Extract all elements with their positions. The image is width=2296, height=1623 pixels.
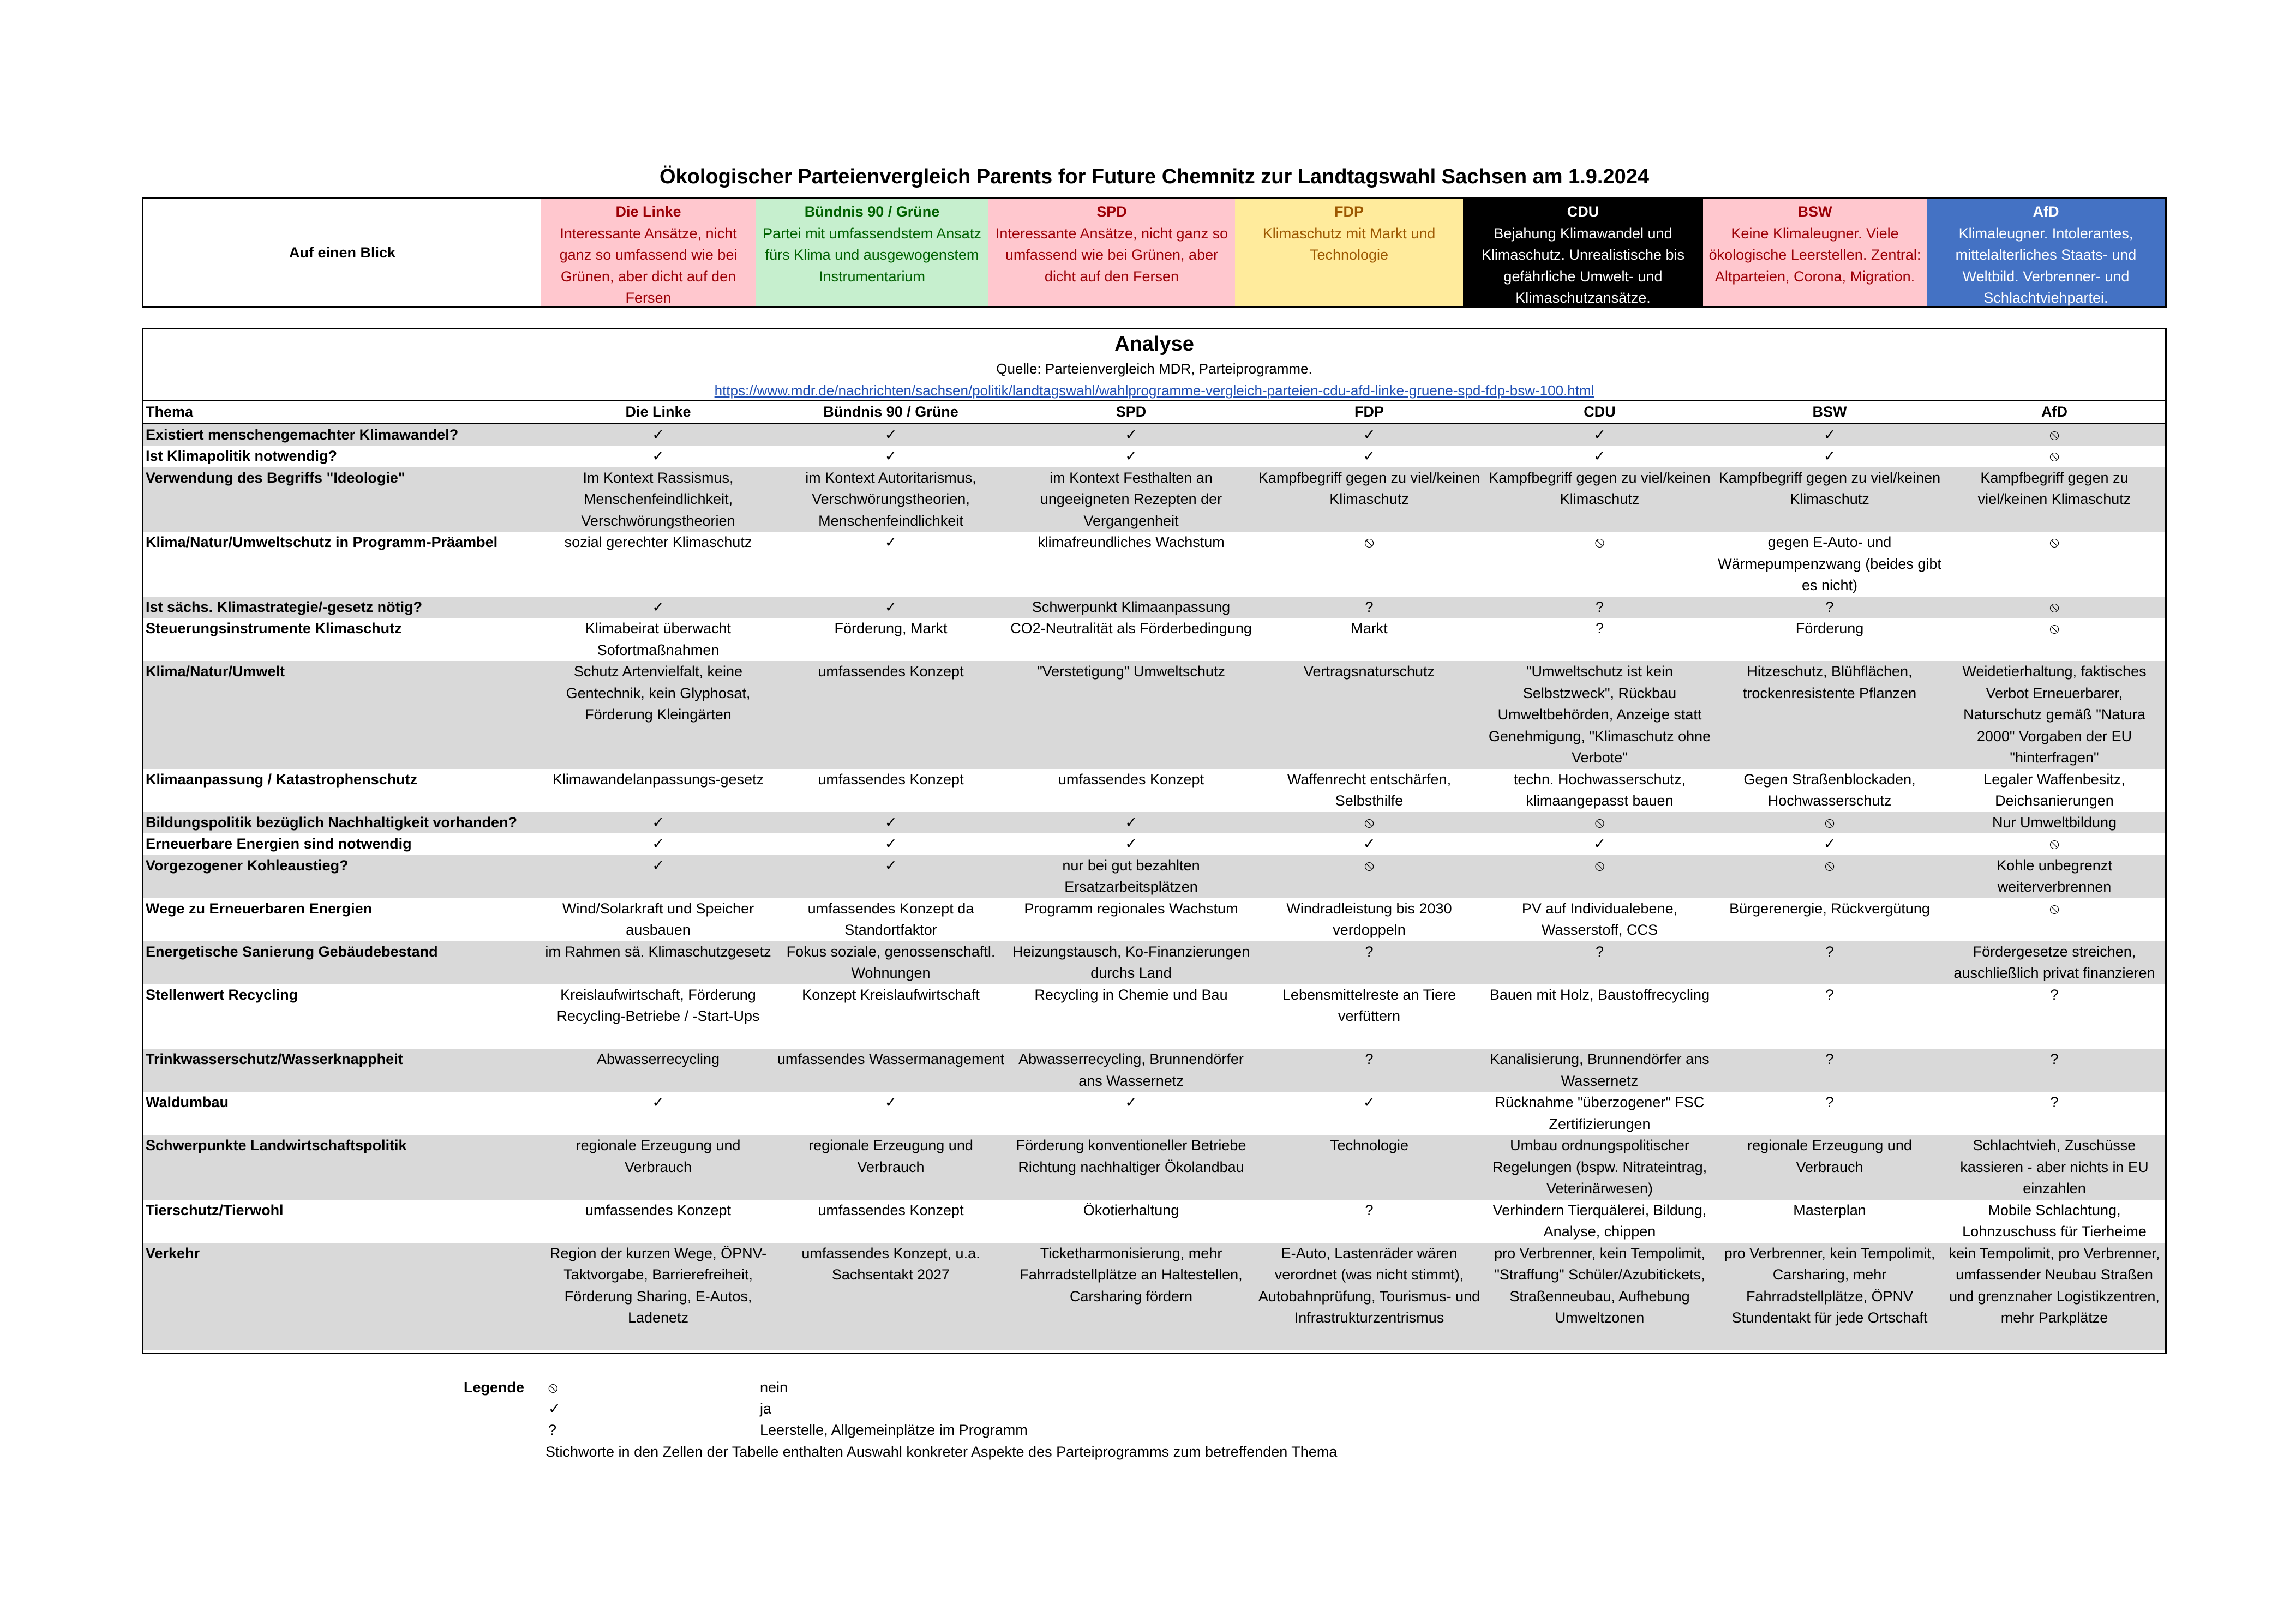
table-cell: Markt bbox=[1351, 620, 1388, 636]
check-icon: ✓ bbox=[774, 812, 1008, 834]
table-cell: Recycling in Chemie und Bau bbox=[1034, 986, 1228, 1003]
table-body bbox=[143, 424, 2165, 1351]
table-cell: sozial gerechter Klimaschutz bbox=[564, 534, 752, 550]
table-row bbox=[143, 446, 2165, 467]
table-cell: Fördergesetze streichen, auschließlich privat finanzieren bbox=[1944, 941, 2165, 984]
table-cell: Lebensmittelreste an Tiere verfüttern bbox=[1282, 986, 1456, 1024]
table-cell: Nur Umweltbildung bbox=[1944, 812, 2165, 834]
table-cell: Förderung konventioneller Betriebe Richtung nachhaltiger Ökolandbau bbox=[1008, 1135, 1255, 1200]
row-topic: Ist sächs. Klimastrategie/-gesetz nötig? bbox=[143, 597, 542, 618]
check-icon: ✓ bbox=[1363, 835, 1376, 852]
table-cell: ? bbox=[1595, 620, 1604, 636]
table-cell: umfassendes Wassermanagement bbox=[774, 1049, 1008, 1092]
table-row bbox=[143, 984, 2165, 1049]
no-icon: ⦸ bbox=[1364, 534, 1374, 551]
table-cell: Region der kurzen Wege, ÖPNV-Taktvorgabe, Barrierefreiheit, Förderung Sharing, E-Autos, Ladenetz bbox=[542, 1243, 774, 1351]
summary-party-name: AfD bbox=[2033, 203, 2059, 220]
table-row bbox=[143, 855, 2165, 898]
table-row bbox=[143, 597, 2165, 618]
summary-party-cell bbox=[988, 199, 1235, 306]
check-icon: ✓ bbox=[774, 597, 1008, 618]
check-icon: ✓ bbox=[652, 835, 664, 852]
legend-label: Legende bbox=[464, 1379, 525, 1396]
check-icon: ✓ bbox=[884, 534, 897, 551]
table-cell: Ticketharmonisierung, mehr Fahrradstellplätze an Haltestellen, Carsharing fördern bbox=[1008, 1243, 1255, 1351]
no-icon: ⦸ bbox=[1484, 812, 1716, 834]
check-icon: ✓ bbox=[652, 448, 664, 465]
table-cell: Abwasserrecycling, Brunnendörfer ans Wassernetz bbox=[1008, 1049, 1255, 1092]
table-cell: PV auf Individualebene, Wasserstoff, CCS bbox=[1521, 900, 1678, 938]
table-cell: "Verstetigung" Umweltschutz bbox=[1008, 661, 1255, 769]
row-topic: Verkehr bbox=[143, 1243, 542, 1351]
comparison-table bbox=[143, 400, 2165, 1350]
summary-party-name: SPD bbox=[1096, 203, 1127, 220]
row-topic: Wege zu Erneuerbaren Energien bbox=[146, 900, 373, 917]
column-header-party: CDU bbox=[1484, 401, 1716, 424]
summary-party-cell bbox=[1235, 199, 1463, 306]
table-cell: im Kontext Autoritarismus, Verschwörungstheorien, Menschenfeindlichkeit bbox=[774, 467, 1008, 532]
check-icon: ✓ bbox=[652, 1094, 664, 1111]
row-topic: Verwendung des Begriffs "Ideologie" bbox=[143, 467, 542, 532]
table-row bbox=[143, 1243, 2165, 1351]
table-cell: ? bbox=[1825, 986, 1834, 1003]
summary-party-text: Keine Klimaleugner. Viele ökologische Leerstellen. Zentral: Altparteien, Corona, Migration. bbox=[1708, 225, 1921, 285]
summary-party-name: FDP bbox=[1334, 203, 1364, 220]
table-cell: pro Verbrenner, kein Tempolimit, Carsharing, mehr Fahrradstellplätze, ÖPNV Stundentakt für jede Ortschaft bbox=[1716, 1243, 1944, 1351]
table-cell: Bürgerenergie, Rückvergütung bbox=[1729, 900, 1930, 917]
no-icon: ⦸ bbox=[2049, 835, 2059, 852]
table-row bbox=[143, 1135, 2165, 1200]
table-cell: ? bbox=[1716, 597, 1944, 618]
table-cell: Waffenrecht entschärfen, Selbsthilfe bbox=[1287, 771, 1452, 809]
check-icon: ✓ bbox=[1823, 835, 1836, 852]
check-icon: ✓ bbox=[542, 597, 774, 618]
table-row bbox=[143, 769, 2165, 812]
table-cell: Kampfbegriff gegen zu viel/keinen Klimaschutz bbox=[1255, 467, 1484, 532]
table-cell: E-Auto, Lastenräder wären verordnet (was nicht stimmt), Autobahnprüfung, Tourismus- und Infrastrukturzentrismus bbox=[1255, 1243, 1484, 1351]
table-cell: ? bbox=[1365, 1201, 1374, 1218]
table-cell: Konzept Kreislaufwirtschaft bbox=[802, 986, 980, 1003]
summary-party-name: Die Linke bbox=[615, 203, 681, 220]
row-topic: Energetische Sanierung Gebäudebestand bbox=[143, 941, 542, 984]
summary-party-cell bbox=[1927, 199, 2165, 306]
check-icon: ✓ bbox=[774, 855, 1008, 898]
page-title: Ökologischer Parteienvergleich Parents for Future Chemnitz zur Landtagswahl Sachsen am 1.9.2024 bbox=[659, 165, 1650, 188]
summary-party-name: Bündnis 90 / Grüne bbox=[804, 203, 940, 220]
summary-party-cell bbox=[1703, 199, 1927, 306]
table-cell: Umbau ordnungspolitischer Regelungen (bspw. Nitrateintrag, Veterinärwesen) bbox=[1484, 1135, 1716, 1200]
summary-party-cell bbox=[1463, 199, 1703, 306]
table-cell: Heizungstausch, Ko-Finanzierungen durchs Land bbox=[1008, 941, 1255, 984]
row-topic: Waldumbau bbox=[146, 1094, 229, 1110]
table-cell: ? bbox=[1255, 1049, 1484, 1092]
table-cell: Kampfbegriff gegen zu viel/keinen Klimaschutz bbox=[1944, 467, 2165, 532]
table-cell: im Kontext Festhalten an ungeeigneten Rezepten der Vergangenheit bbox=[1008, 467, 1255, 532]
no-icon: ⦸ bbox=[1255, 855, 1484, 898]
table-cell: Masterplan bbox=[1793, 1201, 1866, 1218]
table-cell: Klimabeirat überwacht Sofortmaßnahmen bbox=[585, 620, 732, 658]
row-topic: Stellenwert Recycling bbox=[146, 986, 298, 1003]
no-icon: ⦸ bbox=[2049, 448, 2059, 465]
table-row bbox=[143, 1200, 2165, 1243]
table-cell: Rücknahme "überzogener" FSC Zertifizierungen bbox=[1495, 1094, 1705, 1132]
check-icon: ✓ bbox=[1593, 448, 1606, 465]
check-icon: ✓ bbox=[1716, 424, 1944, 446]
table-cell: techn. Hochwasserschutz, klimaangepasst bauen bbox=[1513, 771, 1686, 809]
table-cell: Förderung, Markt bbox=[834, 620, 948, 636]
summary-party-cell bbox=[541, 199, 756, 306]
check-icon: ✓ bbox=[1484, 424, 1716, 446]
check-icon: ✓ bbox=[542, 812, 774, 834]
column-header-party: SPD bbox=[1008, 401, 1255, 424]
summary-party-cells bbox=[541, 199, 2165, 306]
check-icon: ✓ bbox=[1363, 448, 1376, 465]
summary-party-name: BSW bbox=[1797, 203, 1832, 220]
analyse-box bbox=[142, 328, 2167, 1354]
table-cell: ? bbox=[1255, 597, 1484, 618]
table-cell: Legaler Waffenbesitz, Deichsanierungen bbox=[1983, 771, 2125, 809]
legend-text-no: nein bbox=[760, 1379, 788, 1396]
table-cell: Kohle unbegrenzt weiterverbrennen bbox=[1944, 855, 2165, 898]
table-row bbox=[143, 941, 2165, 984]
table-cell: klimafreundliches Wachstum bbox=[1038, 534, 1225, 550]
table-cell: umfassendes Konzept bbox=[585, 1201, 732, 1218]
table-cell: Ökotierhaltung bbox=[1083, 1201, 1179, 1218]
table-cell: ? bbox=[1825, 1094, 1834, 1110]
table-cell: "Umweltschutz ist kein Selbstzweck", Rückbau Umweltbehörden, Anzeige statt Genehmigung, "Klimaschutz ohne Verbote" bbox=[1484, 661, 1716, 769]
table-cell: ? bbox=[1255, 941, 1484, 984]
no-icon: ⦸ bbox=[1716, 855, 1944, 898]
check-icon: ✓ bbox=[1125, 835, 1137, 852]
row-topic: Vorgezogener Kohleaustieg? bbox=[143, 855, 542, 898]
table-cell: CO2-Neutralität als Förderbedingung bbox=[1010, 620, 1252, 636]
table-cell: Gegen Straßenblockaden, Hochwasserschutz bbox=[1743, 771, 1916, 809]
row-topic: Klima/Natur/Umwelt bbox=[143, 661, 542, 769]
table-cell: umfassendes Konzept bbox=[1058, 771, 1204, 788]
analyse-title: Analyse bbox=[1114, 333, 1194, 356]
table-row bbox=[143, 424, 2165, 446]
table-cell: umfassendes Konzept da Standortfaktor bbox=[807, 900, 974, 938]
legend-text-unknown: Leerstelle, Allgemeinplätze im Programm bbox=[760, 1422, 1028, 1438]
source-link[interactable]: https://www.mdr.de/nachrichten/sachsen/politik/landtagswahl/wahlprogramme-vergleich-parteien-cdu-afd-linke-gruene-spd-fdp-bsw-100.html bbox=[714, 382, 1594, 399]
row-topic: Klimaanpassung / Katastrophenschutz bbox=[146, 771, 418, 788]
table-header-row bbox=[143, 401, 2165, 424]
check-icon: ✓ bbox=[1255, 424, 1484, 446]
table-cell: Abwasserrecycling bbox=[542, 1049, 774, 1092]
table-cell: Wind/Solarkraft und Speicher ausbauen bbox=[562, 900, 754, 938]
table-cell: regionale Erzeugung und Verbrauch bbox=[774, 1135, 1008, 1200]
row-topic: Steuerungsinstrumente Klimaschutz bbox=[146, 620, 402, 636]
table-row bbox=[143, 618, 2165, 661]
table-cell: Im Kontext Rassismus, Menschenfeindlichkeit, Verschwörungstheorien bbox=[542, 467, 774, 532]
table-cell: nur bei gut bezahlten Ersatzarbeitsplätzen bbox=[1008, 855, 1255, 898]
check-icon: ✓ bbox=[884, 1094, 897, 1111]
table-cell: Weidetierhaltung, faktisches Verbot Erneuerbarer, Naturschutz gemäß "Natura 2000" Vorgaben der EU "hinterfragen" bbox=[1944, 661, 2165, 769]
summary-party-text: Interessante Ansätze, nicht ganz so umfassend wie bei Grünen, aber dicht auf den Fersen bbox=[995, 225, 1228, 285]
summary-box bbox=[142, 197, 2167, 308]
table-cell: ? bbox=[1484, 941, 1716, 984]
table-cell: regionale Erzeugung und Verbrauch bbox=[1716, 1135, 1944, 1200]
check-icon: ✓ bbox=[1125, 448, 1137, 465]
check-icon: ✓ bbox=[542, 424, 774, 446]
table-cell: Technologie bbox=[1255, 1135, 1484, 1200]
table-cell: Windradleistung bis 2030 verdoppeln bbox=[1286, 900, 1452, 938]
summary-party-text: Interessante Ansätze, nicht ganz so umfassend wie bei Grünen, aber dicht auf den Fersen bbox=[559, 225, 738, 306]
table-cell: Bauen mit Holz, Baustoffrecycling bbox=[1489, 986, 1710, 1003]
table-cell: ? bbox=[2050, 1094, 2059, 1110]
no-icon: ⦸ bbox=[1944, 597, 2165, 618]
table-row bbox=[143, 532, 2165, 597]
summary-party-text: Klimaschutz mit Markt und Technologie bbox=[1262, 225, 1436, 263]
table-row bbox=[143, 833, 2165, 855]
table-cell: pro Verbrenner, kein Tempolimit, "Straffung" Schüler/Azubitickets, Straßenneubau, Aufhebung Umweltzonen bbox=[1484, 1243, 1716, 1351]
legend-text-yes: ja bbox=[760, 1400, 772, 1417]
check-icon: ✓ bbox=[884, 448, 897, 465]
summary-party-text: Klimaleugner. Intolerantes, mittelalterliches Staats- und Weltbild. Verbrenner- und Schlachtviehpartei. bbox=[1955, 225, 2137, 306]
column-header-party: BSW bbox=[1716, 401, 1944, 424]
table-cell: umfassendes Konzept bbox=[774, 661, 1008, 769]
column-header-topic: Thema bbox=[143, 401, 542, 424]
summary-label: Auf einen Blick bbox=[289, 244, 396, 261]
no-icon: ⦸ bbox=[1255, 812, 1484, 834]
table-cell: Kampfbegriff gegen zu viel/keinen Klimaschutz bbox=[1716, 467, 1944, 532]
legend-symbol-no: ⦸ bbox=[548, 1379, 558, 1396]
table-row bbox=[143, 467, 2165, 532]
table-cell: Klimawandelanpassungs-gesetz bbox=[552, 771, 764, 788]
table-cell: Schlachtvieh, Zuschüsse kassieren - aber nichts in EU einzahlen bbox=[1944, 1135, 2165, 1200]
table-row bbox=[143, 1092, 2165, 1135]
table-row bbox=[143, 898, 2165, 941]
table-row bbox=[143, 812, 2165, 834]
table-cell: Mobile Schlachtung, Lohnzuschuss für Tierheime bbox=[1962, 1201, 2147, 1240]
column-header-party: FDP bbox=[1255, 401, 1484, 424]
no-icon: ⦸ bbox=[2049, 620, 2059, 637]
check-icon: ✓ bbox=[1823, 448, 1836, 465]
table-cell: Schwerpunkt Klimaanpassung bbox=[1008, 597, 1255, 618]
check-icon: ✓ bbox=[1125, 1094, 1137, 1111]
row-topic: Klima/Natur/Umweltschutz in Programm-Präambel bbox=[146, 534, 498, 550]
column-header-party: Die Linke bbox=[542, 401, 774, 424]
table-row bbox=[143, 1049, 2165, 1092]
table-cell: umfassendes Konzept, u.a. Sachsentakt 2027 bbox=[774, 1243, 1008, 1351]
row-topic: Bildungspolitik bezüglich Nachhaltigkeit vorhanden? bbox=[143, 812, 542, 834]
table-cell: regionale Erzeugung und Verbrauch bbox=[542, 1135, 774, 1200]
table-cell: Hitzeschutz, Blühflächen, trockenresistente Pflanzen bbox=[1716, 661, 1944, 769]
table-cell: ? bbox=[1716, 1049, 1944, 1092]
table-cell: ? bbox=[1944, 1049, 2165, 1092]
table-cell: umfassendes Konzept bbox=[818, 771, 964, 788]
summary-party-cell bbox=[756, 199, 988, 306]
table-cell: Fokus soziale, genossenschaftl. Wohnungen bbox=[774, 941, 1008, 984]
check-icon: ✓ bbox=[1008, 424, 1255, 446]
no-icon: ⦸ bbox=[1594, 534, 1605, 551]
table-cell: Förderung bbox=[1795, 620, 1864, 636]
no-icon: ⦸ bbox=[2049, 534, 2059, 551]
column-header-party: Bündnis 90 / Grüne bbox=[774, 401, 1008, 424]
table-cell: kein Tempolimit, pro Verbrenner, umfassender Neubau Straßen und grenznaher Logistikzentren, mehr Parkplätze bbox=[1944, 1243, 2165, 1351]
table-cell: umfassendes Konzept bbox=[818, 1201, 964, 1218]
table-row bbox=[143, 661, 2165, 769]
table-cell: Verhindern Tierquälerei, Bildung, Analyse, chippen bbox=[1492, 1201, 1707, 1240]
row-topic: Existiert menschengemachter Klimawandel? bbox=[143, 424, 542, 446]
table-cell: ? bbox=[1716, 941, 1944, 984]
legend-symbol-yes: ✓ bbox=[548, 1400, 561, 1417]
no-icon: ⦸ bbox=[1716, 812, 1944, 834]
table-cell: gegen E-Auto- und Wärmepumpenzwang (beides gibt es nicht) bbox=[1718, 534, 1941, 593]
table-cell: im Rahmen sä. Klimaschutzgesetz bbox=[542, 941, 774, 984]
table-cell: ? bbox=[1484, 597, 1716, 618]
check-icon: ✓ bbox=[1593, 835, 1606, 852]
legend-note: Stichworte in den Zellen der Tabelle enthalten Auswahl konkreter Aspekte des Parteiprogramms zum betreffenden Thema bbox=[545, 1444, 1338, 1460]
table-cell: ? bbox=[2050, 986, 2059, 1003]
table-cell: Kanalisierung, Brunnendörfer ans Wassernetz bbox=[1484, 1049, 1716, 1092]
table-cell: Programm regionales Wachstum bbox=[1024, 900, 1238, 917]
legend-symbol-unknown: ? bbox=[548, 1422, 557, 1438]
no-icon: ⦸ bbox=[2049, 900, 2059, 917]
column-header-party: AfD bbox=[1944, 401, 2165, 424]
analyse-source: Quelle: Parteienvergleich MDR, Parteiprogramme. bbox=[996, 360, 1312, 377]
table-cell: Schutz Artenvielfalt, keine Gentechnik, kein Glyphosat, Förderung Kleingärten bbox=[542, 661, 774, 769]
row-topic: Trinkwasserschutz/Wasserknappheit bbox=[143, 1049, 542, 1092]
check-icon: ✓ bbox=[1363, 1094, 1376, 1111]
row-topic: Tierschutz/Tierwohl bbox=[146, 1201, 284, 1218]
table-cell: Kreislaufwirtschaft, Förderung Recycling-Betriebe / -Start-Ups bbox=[556, 986, 760, 1024]
no-icon: ⦸ bbox=[1484, 855, 1716, 898]
summary-party-text: Partei mit umfassendstem Ansatz fürs Klima und ausgewogenstem Instrumentarium bbox=[763, 225, 981, 285]
table-cell: Kampfbegriff gegen zu viel/keinen Klimaschutz bbox=[1484, 467, 1716, 532]
row-topic: Schwerpunkte Landwirtschaftspolitik bbox=[143, 1135, 542, 1200]
row-topic: Ist Klimapolitik notwendig? bbox=[146, 448, 337, 464]
check-icon: ✓ bbox=[884, 835, 897, 852]
check-icon: ✓ bbox=[542, 855, 774, 898]
check-icon: ✓ bbox=[1008, 812, 1255, 834]
summary-party-name: CDU bbox=[1567, 203, 1599, 220]
row-topic: Erneuerbare Energien sind notwendig bbox=[146, 835, 412, 852]
table-cell: Vertragsnaturschutz bbox=[1255, 661, 1484, 769]
check-icon: ✓ bbox=[774, 424, 1008, 446]
summary-party-text: Bejahung Klimawandel und Klimaschutz. Unrealistische bis gefährliche Umwelt- und Klimaschutzansätze. bbox=[1481, 225, 1685, 306]
no-icon: ⦸ bbox=[1944, 424, 2165, 446]
